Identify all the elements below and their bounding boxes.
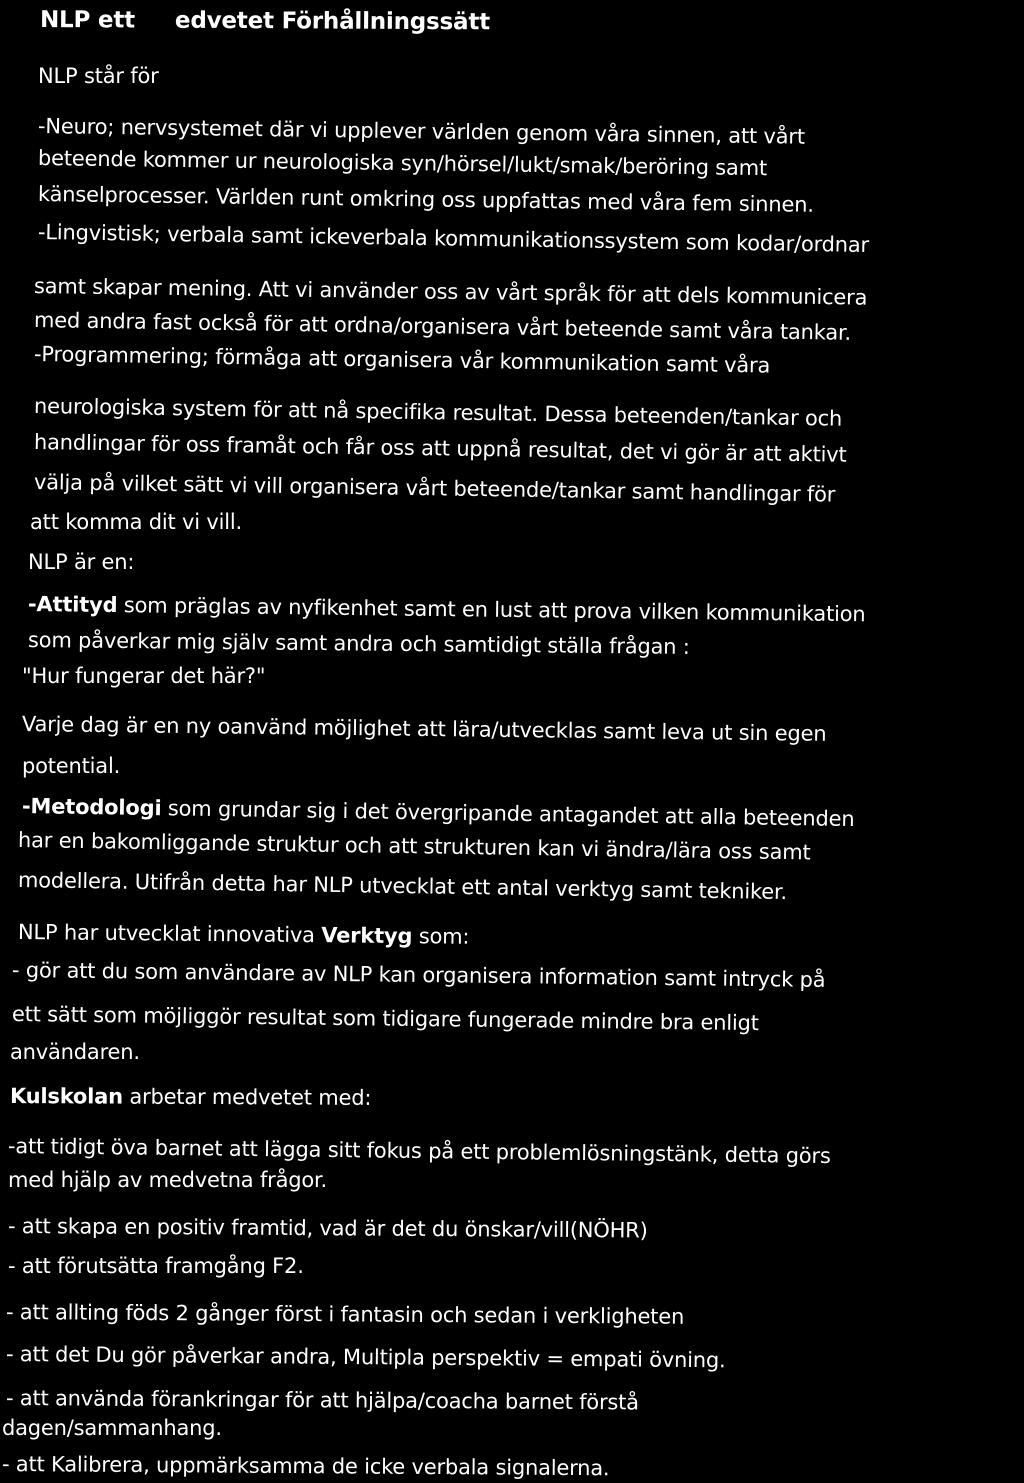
- title-part-2: edvetet Förhållningssätt: [174, 7, 491, 36]
- text-line: -att tidigt öva barnet att lägga sitt fokus på ett problemlösningstänk, detta görs: [7, 1134, 831, 1169]
- text-line: -Programmering; förmåga att organisera vår kommunikation samt våra: [33, 342, 771, 378]
- text-line: - att skapa en positiv framtid, vad är det du önskar/vill(NÖHR): [7, 1214, 648, 1243]
- text-line: "Hur fungerar det här?": [22, 664, 266, 688]
- bold-term-metodologi: -Metodologi: [21, 794, 162, 821]
- text-line: Varje dag är en ny oanvänd möjlighet att lära/utvecklas samt leva ut sin egen: [21, 712, 827, 746]
- title-part-1: NLP ett: [39, 7, 136, 34]
- bold-term-kulskolan: Kulskolan: [9, 1084, 123, 1109]
- bold-term-verktyg: Verktyg: [321, 923, 413, 949]
- text-line: -Lingvistisk; verbala samt ickeverbala kommunikationssystem som kodar/ordnar: [37, 220, 870, 258]
- text-line: samt skapar mening. Att vi använder oss av vårt språk för att dels kommunicera: [33, 274, 868, 310]
- text-line: NLP är en:: [28, 550, 135, 574]
- text-line: med hjälp av medvetna frågor.: [8, 1168, 328, 1192]
- text-line: - att det Du gör påverkar andra, Multipla perspektiv = empati övning.: [5, 1342, 726, 1373]
- text-line: - att Kalibrera, uppmärksamma de icke verbala signalerna.: [1, 1452, 610, 1481]
- text-line-verktyg: [18, 918, 470, 951]
- text-line-kulskolan: [10, 1082, 371, 1112]
- text-line: modellera. Utifrån detta har NLP utvecklat ett antal verktyg samt tekniker.: [17, 868, 788, 905]
- text-fragment: som:: [418, 924, 470, 949]
- text-line: -Neuro; nervsystemet där vi upplever världen genom våra sinnen, att vårt: [37, 114, 806, 149]
- text-line: att komma dit vi vill.: [30, 510, 242, 534]
- text-line: välja på vilket sätt vi vill organisera vårt beteende/tankar samt handlingar för: [33, 470, 836, 507]
- text-line: dagen/sammanhang.: [2, 1416, 222, 1440]
- bold-term-attityd: -Attityd: [27, 592, 118, 618]
- text-line: - att förutsätta framgång F2.: [8, 1254, 304, 1278]
- text-fragment: som präglas av nyfikenhet samt en lust att prova vilken kommunikation: [123, 593, 866, 627]
- text-line: NLP står för: [38, 64, 159, 88]
- text-line: potential.: [22, 754, 121, 778]
- text-line: - att allting föds 2 gånger först i fantasin och sedan i verkligheten: [5, 1300, 685, 1329]
- text-line-attityd: [28, 590, 866, 628]
- text-line: har en bakomliggande struktur och att strukturen kan vi ändra/lära oss samt: [17, 828, 811, 865]
- text-fragment: NLP har utvecklat innovativa: [17, 920, 315, 948]
- text-line: - gör att du som användare av NLP kan organisera information samt intryck på: [11, 958, 826, 992]
- text-line: känselprocesser. Världen runt omkring oss uppfattas med våra fem sinnen.: [37, 182, 814, 217]
- text-line: med andra fast också för att ordna/organisera vårt beteende samt våra tankar.: [33, 308, 852, 345]
- text-fragment: arbetar medvetet med:: [129, 1084, 372, 1110]
- text-fragment: som grundar sig i det övergripande antagandet att alla beteenden: [167, 796, 855, 832]
- text-line: ett sätt som möjliggör resultat som tidigare fungerade mindre bra enligt: [11, 1002, 759, 1036]
- text-line: som påverkar mig själv samt andra och samtidigt ställa frågan :: [27, 628, 690, 659]
- text-line: handlingar för oss framåt och får oss att uppnå resultat, det vi gör är att aktivt: [33, 430, 847, 467]
- text-line: - att använda förankringar för att hjälpa/coacha barnet förstå: [5, 1386, 639, 1415]
- text-line-metodologi: [22, 792, 855, 833]
- text-line: neurologiska system för att nå specifika resultat. Dessa beteenden/tankar och: [33, 394, 843, 431]
- text-line: användaren.: [10, 1040, 140, 1064]
- document-title: [40, 6, 490, 36]
- text-line: beteende kommer ur neurologiska syn/hörsel/lukt/smak/beröring samt: [37, 146, 768, 181]
